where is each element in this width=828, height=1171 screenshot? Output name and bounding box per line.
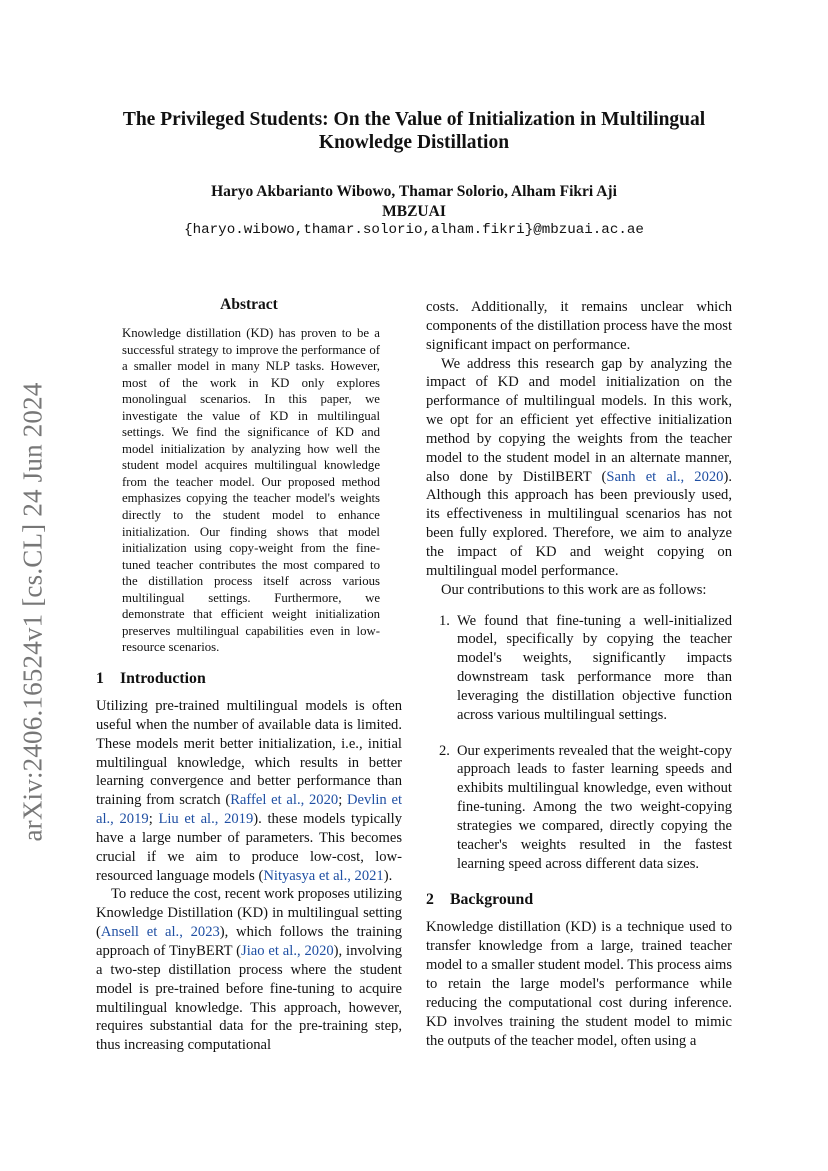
paragraph: Utilizing pre-trained multilingual models is often useful when the number of available data is limited. These models merit better initialization, i.e., initial multilingual knowledge, which results in better learning convergence and better performance than training from scratch (Raffel et al., 2020; Devlin et al., 2019; Liu et al., 2019). these models typically have a large number of parameters. This becomes crucial if we aim to produce low-cost, low-resourced language models (Nityasya et al., 2021). <box>96 698 403 884</box>
introduction-section <box>96 670 402 1055</box>
right-column-body <box>426 298 732 600</box>
affiliation: MBZUAI <box>382 203 446 220</box>
right-column <box>426 298 732 1050</box>
paragraph: Our contributions to this work are as follows: <box>441 581 707 598</box>
paragraph: We address this research gap by analyzing the impact of KD and model initialization on the performance of multilingual models. In this work, we opt for an efficient yet effective initialization method by copying the weights from the teacher model to the student model in an alternate manner, also done by DistilBERT (Sanh et al., 2020). Although this approach has been previously used, its effectiveness in multilingual scenarios has not been fully explored. Therefore, we aim to analyze the impact of KD and weight copying on multilingual model performance. <box>426 355 732 579</box>
author-emails: {haryo.wibowo,thamar.solorio,alham.fikri}@mbzuai.ac.ae <box>184 222 644 238</box>
citation-link[interactable]: Devlin et al., 2019 <box>96 792 402 828</box>
background-body: Knowledge distillation (KD) is a technique used to transfer knowledge from a large, trained teacher model to a smaller student model. This process aims to retain the large model's performance while reducing the computational cost during inference. KD involves training the student model to mimic the outputs of the teacher model, often using a <box>426 919 732 1049</box>
abstract-heading: Abstract <box>220 296 278 313</box>
citation-link[interactable]: Sanh et al., 2020 <box>606 468 724 485</box>
citation-link[interactable]: Nityasya et al., 2021 <box>263 867 384 884</box>
paper-title: The Privileged Students: On the Value of Initialization in Multilingual Knowledge Distillation <box>122 109 706 153</box>
list-item: 2. Our experiments revealed that the weight-copy approach leads to faster learning speeds and exhibits multilingual knowledge, even without fine-tuning. Among the two weight-copying strategies we compared, directly copying the teacher's weights resulted in the fastest learning speed across different data sizes. <box>439 742 732 872</box>
arxiv-identifier: arXiv:2406.16524v1 [cs.CL] 24 Jun 2024 <box>17 382 48 842</box>
author-block <box>100 182 728 222</box>
abstract-text: Knowledge distillation (KD) has proven to be a successful strategy to improve the performance of a smaller model in many NLP tasks. However, most of the work in KD only explores monolingual scenarios. In this paper, we investigate the value of KD in multilingual settings. We find the significance of KD and model initialization by analyzing how well the student model acquires multilingual knowledge from the teacher model. Our proposed method emphasizes copying the teacher model's weights directly to the student model to enhance initialization. Our finding shows that model initialization using copy-weight from the fine-tuned teacher contributes the most compared to the distillation process itself across various multilingual settings. Furthermore, we demonstrate that efficient weight initialization preserves multilingual capabilities even in low-resource scenarios. <box>122 326 380 655</box>
section-heading-background: 2 Background <box>426 891 534 909</box>
author-names: Haryo Akbarianto Wibowo, Thamar Solorio, Alham Fikri Aji <box>211 183 617 200</box>
introduction-body <box>96 697 402 1055</box>
citation-link[interactable]: Jiao et al., 2020 <box>241 942 334 959</box>
list-item: 1. We found that fine-tuning a well-initialized model, specifically by copying the teacher model's weights, significantly impacts downstream task performance more than leveraging the distillation objective function across various multilingual settings. <box>439 612 732 723</box>
contributions-list <box>426 612 732 874</box>
citation-link[interactable]: Raffel et al., 2020 <box>230 792 339 809</box>
paragraph: costs. Additionally, it remains unclear which components of the distillation process have the most significant impact on performance. <box>426 299 733 353</box>
citation-link[interactable]: Liu et al., 2019 <box>158 811 254 828</box>
paragraph: To reduce the cost, recent work proposes utilizing Knowledge Distillation (KD) in multilingual setting (Ansell et al., 2023), which follows the training approach of TinyBERT (Jiao et al., 2020), involving a two-step distillation process where the student model is pre-trained before fine-tuning to acquire multilingual knowledge. This approach, however, requires substantial data for the pre-training step, thus increasing computational <box>96 886 402 1054</box>
citation-link[interactable]: Ansell et al., 2023 <box>100 924 220 941</box>
section-heading-introduction: 1 Introduction <box>96 670 206 687</box>
